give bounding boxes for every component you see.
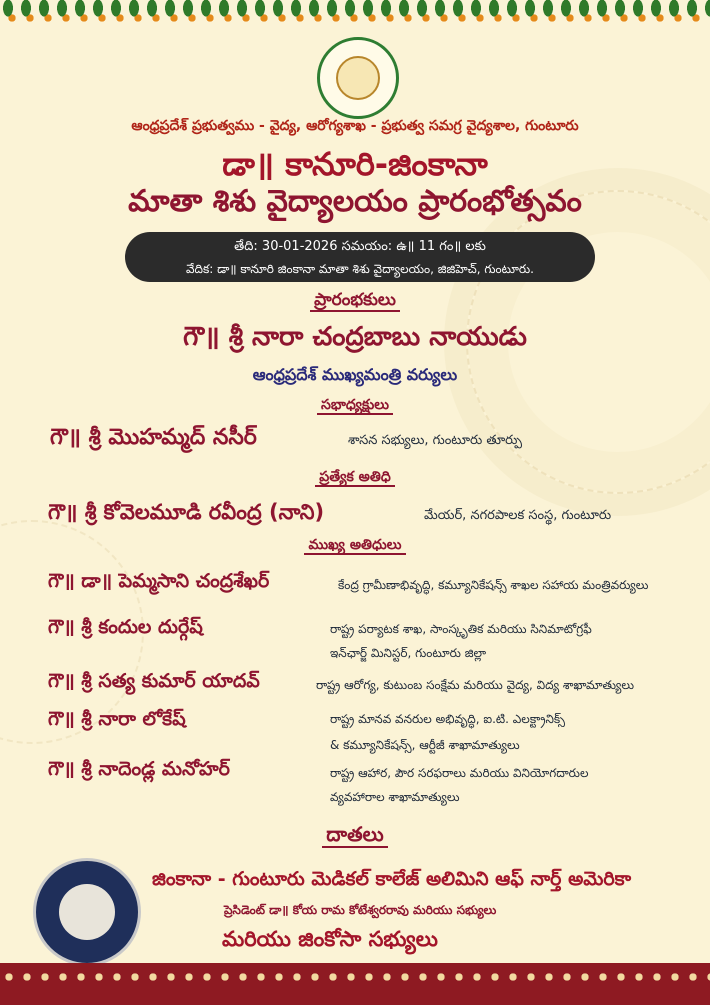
chief-guest-desc-2: & కమ్యూనికేషన్స్, ఆర్టీజీ శాఖామాత్యులు bbox=[330, 738, 520, 752]
special-guest-heading-text: ప్రత్యేక అతిధి bbox=[315, 469, 394, 487]
chair-name: గౌ॥ శ్రీ మొహమ్మద్ నసీర్ bbox=[50, 425, 257, 450]
chief-guest-desc: రాష్ట్ర ఆరోగ్య, కుటుంబ సంక్షేమ మరియు వైద్య, విద్య శాఖామాత్యులు bbox=[316, 678, 635, 692]
college-emblem-icon bbox=[59, 884, 115, 940]
government-emblem-logo bbox=[317, 37, 399, 119]
top-garland bbox=[0, 0, 710, 28]
donor-organization: జింకానా - గుంటూరు మెడికల్ కాలేజ్ అలిమిని ఆఫ్ నార్త్ అమెరికా bbox=[152, 868, 632, 890]
donors-heading-text: దాతలు bbox=[322, 822, 387, 848]
bottom-border bbox=[0, 963, 710, 1005]
department-line: ఆంధ్రప్రదేశ్ ప్రభుత్వము - వైద్య, ఆరోగ్యశాఖ - ప్రభుత్వ సమగ్ర వైద్యశాల, గుంటూరు bbox=[131, 118, 579, 134]
chief-guest-desc: రాష్ట్ర ఆహార, పౌర సరఫరాలు మరియు వినియోగదారుల bbox=[330, 766, 589, 780]
event-info-bar bbox=[125, 232, 595, 282]
special-guest-desc: మేయర్, నగరపాలక సంస్థ, గుంటూరు bbox=[424, 508, 612, 523]
special-guest-name: గౌ॥ శ్రీ కోవెలమూడి రవీంద్ర (నాని) bbox=[48, 500, 325, 524]
inaugurator-name: గౌ॥ శ్రీ నారా చంద్రబాబు నాయుడు bbox=[183, 322, 527, 352]
chief-guests-heading-text: ముఖ్య అతిధులు bbox=[304, 537, 405, 555]
chair-heading-text: సభాధ్యక్షులు bbox=[317, 397, 393, 415]
inaugurator-heading-text: ప్రారంభకులు bbox=[310, 290, 400, 312]
chief-guest-name: గౌ॥ శ్రీ సత్య కుమార్ యాదవ్ bbox=[48, 670, 260, 692]
chief-guest-desc: రాష్ట్ర మానవ వనరుల అభివృద్ధి, ఐ.టి. ఎలక్ట్రానిక్స్ bbox=[330, 712, 566, 726]
chief-guest-desc-2: ఇన్‌ఛార్జ్ మినిస్టర్, గుంటూరు జిల్లా bbox=[330, 646, 487, 660]
chair-desc: శాసన సభ్యులు, గుంటూరు తూర్పు bbox=[348, 433, 523, 448]
donor-president: ప్రెసిడెంట్ డా॥ కోయ రామ కోటేశ్వరరావు మరియు సభ్యులు bbox=[224, 903, 497, 917]
inaugurator-title: ఆంధ్రప్రదేశ్ ముఖ్యమంత్రి వర్యులు bbox=[252, 365, 458, 384]
event-date-time: తేది: 30-01-2026 సమయం: ఉ॥ 11 గం॥ లకు bbox=[234, 239, 486, 254]
chief-guests-heading bbox=[0, 537, 710, 556]
donors-heading bbox=[0, 822, 710, 851]
event-venue: వేదిక: డా॥ కానూరి జింకానా మాతా శిశు వైద్యాలయం, జిజిహెచ్, గుంటూరు. bbox=[185, 262, 535, 276]
special-guest-heading bbox=[0, 469, 710, 488]
inauguration-title: మాతా శిశు వైద్యాలయం ప్రారంభోత్సవం bbox=[128, 184, 582, 219]
emblem-icon bbox=[336, 56, 380, 100]
chief-guest-desc-2: వ్యవహారాల శాఖామాత్యులు bbox=[330, 790, 460, 804]
donor-members: మరియు జింకోసా సభ్యులు bbox=[222, 927, 438, 951]
chief-guest-name: గౌ॥ శ్రీ నాదెండ్ల మనోహర్ bbox=[48, 758, 230, 780]
chair-heading bbox=[0, 397, 710, 416]
inaugurator-heading bbox=[0, 290, 710, 314]
chief-guest-name: గౌ॥ డా॥ పెమ్మసాని చంద్రశేఖర్ bbox=[48, 570, 270, 592]
chief-guest-desc: కేంద్ర గ్రామీణాభివృద్ధి, కమ్యూనికేషన్స్ శాఖల సహాయ మంత్రివర్యులు bbox=[338, 578, 649, 592]
chief-guest-name: గౌ॥ శ్రీ కందుల దుర్గేష్ bbox=[48, 616, 203, 638]
hospital-title: డా॥ కానూరి-జింకానా bbox=[222, 145, 488, 183]
chief-guest-name: గౌ॥ శ్రీ నారా లోకేష్ bbox=[48, 708, 186, 730]
guntur-medical-college-logo bbox=[33, 858, 141, 966]
chief-guest-desc: రాష్ట్ర పర్యాటక శాఖ, సాంస్కృతిక మరియు సినిమాటోగ్రఫీ bbox=[330, 622, 592, 636]
